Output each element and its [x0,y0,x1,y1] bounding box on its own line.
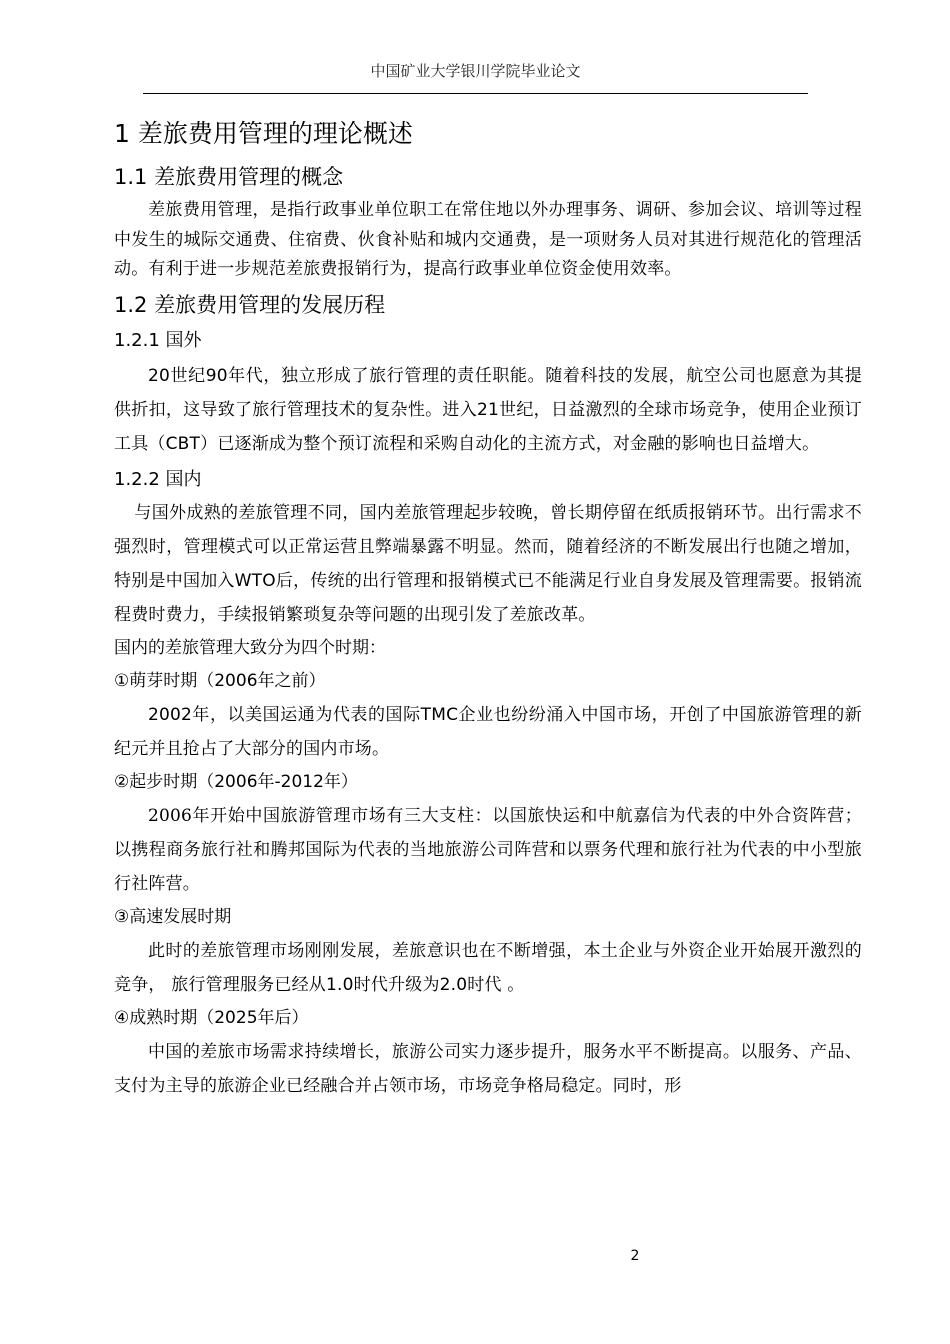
page-body [114,110,862,1103]
period-title-4: ④成熟时期（2025年后） [114,1007,309,1028]
section-title-1-1: 1.1 差旅费用管理的概念 [114,165,344,189]
period-title-1: ①萌芽时期（2006年之前） [114,670,326,691]
periods-intro: 国内的差旅管理大致分为四个时期： [114,637,386,658]
header-rule [143,93,808,94]
period-paragraph-1: 2002年，以美国运通为代表的国际TMC企业也纷纷涌入中国市场，开创了中国旅游管理的新纪元并且抢占了大部分的国内市场。 [114,704,862,759]
paragraph-concept: 差旅费用管理，是指行政事业单位职工在常住地以外办理事务、调研、参加会议、培训等过程中发生的城际交通费、住宿费、伙食补贴和城内交通费，是一项财务人员对其进行规范化的管理活动。有利于进一步规范差旅费报销行为，提高行政事业单位资金使用效率。 [114,200,862,279]
running-header: 中国矿业大学银川学院毕业论文 [370,62,581,80]
period-paragraph-4: 中国的差旅市场需求持续增长，旅游公司实力逐步提升，服务水平不断提高。以服务、产品、支付为主导的旅游企业已经融合并占领市场，市场竞争格局稳定。同时，形 [114,1041,862,1096]
subsection-title-1-2-1: 1.2.1 国外 [114,329,202,351]
paragraph-foreign: 20世纪90年代，独立形成了旅行管理的责任职能。随着科技的发展，航空公司也愿意为其提供折扣，这导致了旅行管理技术的复杂性。进入21世纪，日益激烈的全球市场竞争，使用企业预订工具（CBT）已逐渐成为整个预订流程和采购自动化的主流方式，对金融的影响也日益增大。 [114,365,862,454]
period-paragraph-3: 此时的差旅管理市场刚刚发展，差旅意识也在不断增强，本土企业与外资企业开始展开激烈的竞争， 旅行管理服务已经从1.0时代升级为2.0时代 。 [114,940,862,995]
chapter-title: 1 差旅费用管理的理论概述 [114,119,413,148]
paragraph-domestic: 与国外成熟的差旅管理不同，国内差旅管理起步较晚，曾长期停留在纸质报销环节。出行需求不强烈时，管理模式可以正常运营且弊端暴露不明显。然而，随着经济的不断发展出行也随之增加，特别是中国加入WTO后，传统的出行管理和报销模式已不能满足行业自身发展及管理需要。报销流程费时费力，手续报销繁琐复杂等问题的出现引发了差旅改革。 [114,502,862,625]
subsection-title-1-2-2: 1.2.2 国内 [114,468,202,490]
page-number: 2 [630,1248,640,1264]
period-title-3: ③高速发展时期 [114,906,232,927]
section-title-1-2: 1.2 差旅费用管理的发展历程 [114,292,386,317]
period-paragraph-2: 2006年开始中国旅游管理市场有三大支柱：以国旅快运和中航嘉信为代表的中外合资阵营；以携程商务旅行社和腾邦国际为代表的当地旅游公司阵营和以票务代理和旅行社为代表的中小型旅行社阵营。 [114,805,862,894]
period-title-2: ②起步时期（2006年-2012年） [114,771,358,792]
